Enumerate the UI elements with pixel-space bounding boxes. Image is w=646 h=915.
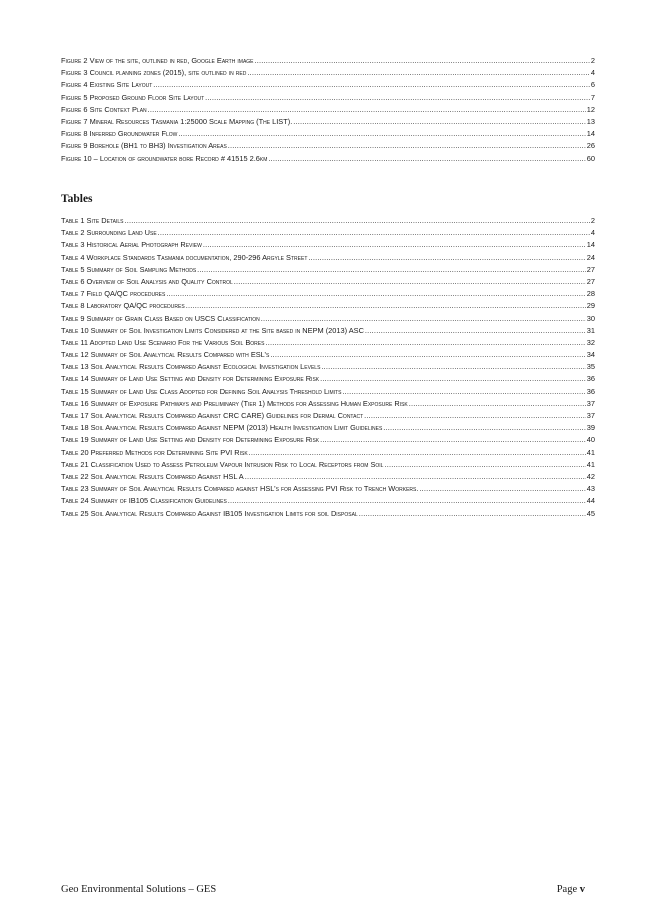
toc-table-entry[interactable]: [61, 252, 595, 264]
toc-table-entry-page-number: 37: [586, 398, 595, 408]
toc-table-entry-label: Table 11 Adopted Land Use Scenario For the Various Soil Bores: [61, 337, 265, 347]
dot-leader: [197, 264, 586, 276]
toc-table-entry-page-number: 29: [586, 301, 595, 311]
toc-table-entry-page-number: 34: [586, 350, 595, 360]
toc-figure-entry[interactable]: [61, 67, 595, 79]
dot-leader: [153, 79, 590, 91]
toc-table-entry[interactable]: [61, 239, 595, 251]
tables-heading: Tables: [61, 193, 93, 205]
toc-table-entry-label: Table 23 Summary of Soil Analytical Results Compared against HSL’s for Assessing PVI Risk to Trench Workers.: [61, 484, 419, 494]
toc-table-entry-page-number: 30: [586, 313, 595, 323]
dot-leader: [186, 300, 586, 312]
toc-table-entry[interactable]: [61, 398, 595, 410]
dot-leader: [268, 153, 585, 165]
dot-leader: [308, 252, 585, 264]
toc-table-entry-page-number: 24: [586, 252, 595, 262]
dot-leader: [265, 337, 585, 349]
toc-figure-entry-label: Figure 6 Site Context Plan: [61, 104, 147, 114]
toc-table-entry-page-number: 31: [586, 325, 595, 335]
footer-page: [557, 884, 585, 895]
toc-table-entry-page-number: 28: [586, 289, 595, 299]
toc-table-entry-label: Table 13 Soil Analytical Results Compared Against Ecological Investigation Levels: [61, 362, 321, 372]
toc-table-entry[interactable]: [61, 227, 595, 239]
dot-leader: [245, 471, 586, 483]
toc-table-entry[interactable]: [61, 300, 595, 312]
toc-table-entry[interactable]: [61, 361, 595, 373]
toc-table-entry-page-number: 39: [586, 423, 595, 433]
footer-company: Geo Environmental Solutions – GES: [61, 884, 217, 895]
toc-table-entry-label: Table 22 Soil Analytical Results Compared Against HSL A: [61, 471, 244, 481]
toc-table-entry[interactable]: [61, 288, 595, 300]
dot-leader: [293, 116, 586, 128]
toc-figure-entry[interactable]: [61, 140, 595, 152]
dot-leader: [383, 422, 585, 434]
footer-page-number: v: [579, 884, 585, 895]
toc-table-entry[interactable]: [61, 337, 595, 349]
toc-table-entry-label: Table 21 Classification Used to Assess Petroleum Vapour Intrusion Risk to Local Receptors from Soil: [61, 459, 384, 469]
dot-leader: [384, 459, 585, 471]
toc-table-entry[interactable]: [61, 459, 595, 471]
dot-leader: [203, 239, 586, 251]
toc-figure-entry-page-number: 4: [590, 68, 595, 78]
toc-table-entry-page-number: 4: [590, 228, 595, 238]
toc-table-entry-label: Table 20 Preferred Methods for Determining Site PVI Risk: [61, 447, 248, 457]
toc-table-entry-label: Table 6 Overview of Soil Analysis and Quality Control: [61, 276, 233, 286]
toc-table-entry-page-number: 41: [586, 447, 595, 457]
toc-figure-entry-page-number: 26: [586, 141, 595, 151]
toc-table-entry[interactable]: [61, 313, 595, 325]
toc-table-entry-page-number: 40: [586, 435, 595, 445]
toc-figure-entry[interactable]: [61, 104, 595, 116]
toc-table-entry-page-number: 14: [586, 240, 595, 250]
dot-leader: [270, 349, 585, 361]
toc-table-entry-page-number: 45: [586, 508, 595, 518]
toc-table-entry-label: Table 8 Laboratory QA/QC procedures: [61, 301, 185, 311]
dot-leader: [178, 128, 585, 140]
dot-leader: [158, 227, 590, 239]
toc-figure-entry-label: Figure 3 Council planning zones (2015), site outlined in red: [61, 68, 247, 78]
toc-figure-entry-label: Figure 8 Inferred Groundwater Flow: [61, 129, 178, 139]
list-of-tables: [61, 215, 595, 520]
toc-figure-entry-page-number: 7: [590, 92, 595, 102]
dot-leader: [166, 288, 585, 300]
toc-figure-entry-page-number: 60: [586, 153, 595, 163]
dot-leader: [249, 447, 586, 459]
toc-table-entry-label: Table 12 Summary of Soil Analytical Results Compared with ESL’s: [61, 350, 270, 360]
toc-figure-entry-label: Figure 7 Mineral Resources Tasmania 1:25000 Scale Mapping (The LIST).: [61, 116, 293, 126]
toc-table-entry-page-number: 35: [586, 362, 595, 372]
toc-table-entry-label: Table 4 Workplace Standards Tasmania documentation, 290-296 Argyle Street: [61, 252, 308, 262]
toc-table-entry[interactable]: [61, 422, 595, 434]
toc-figure-entry-label: Figure 5 Proposed Ground Floor Site Layout: [61, 92, 205, 102]
dot-leader: [261, 313, 586, 325]
dot-leader: [419, 483, 585, 495]
toc-table-entry[interactable]: [61, 434, 595, 446]
toc-table-entry[interactable]: [61, 508, 595, 520]
toc-table-entry[interactable]: [61, 410, 595, 422]
toc-table-entry[interactable]: [61, 373, 595, 385]
toc-table-entry-page-number: 44: [586, 496, 595, 506]
toc-table-entry[interactable]: [61, 495, 595, 507]
dot-leader: [234, 276, 586, 288]
toc-figure-entry-label: Figure 4 Existing Site Layout: [61, 80, 153, 90]
dot-leader: [359, 508, 586, 520]
toc-table-entry[interactable]: [61, 276, 595, 288]
toc-table-entry-page-number: 41: [586, 459, 595, 469]
dot-leader: [364, 410, 586, 422]
list-of-figures: [61, 55, 595, 165]
toc-table-entry-page-number: 42: [586, 471, 595, 481]
toc-table-entry[interactable]: [61, 215, 595, 227]
toc-table-entry-page-number: 36: [586, 374, 595, 384]
toc-table-entry-label: Table 15 Summary of Land Use Class Adopted for Defining Soil Analysis Threshold Limits: [61, 386, 342, 396]
toc-table-entry[interactable]: [61, 264, 595, 276]
toc-table-entry-label: Table 17 Soil Analytical Results Compared Against CRC CARE) Guidelines for Dermal Contact: [61, 411, 364, 420]
toc-figure-entry[interactable]: [61, 153, 595, 165]
toc-table-entry-label: Table 25 Soil Analytical Results Compared Against IB105 Investigation Limits for soil Disposal: [61, 508, 358, 518]
toc-table-entry-page-number: 36: [586, 386, 595, 396]
toc-table-entry[interactable]: [61, 349, 595, 361]
toc-figure-entry[interactable]: [61, 128, 595, 140]
toc-table-entry-page-number: 32: [586, 337, 595, 347]
toc-figure-entry[interactable]: [61, 116, 595, 128]
toc-figure-entry-label: Figure 2 View of the site, outlined in red, Google Earth image: [61, 56, 254, 65]
dot-leader: [247, 67, 590, 79]
toc-figure-entry-page-number: 2: [590, 56, 595, 65]
toc-table-entry-label: Table 24 Summary of IB105 Classification Guidelines: [61, 496, 227, 506]
toc-figure-entry[interactable]: [61, 79, 595, 91]
toc-table-entry-label: Table 18 Soil Analytical Results Compared Against NEPM (2013) Health Investigation Limit Guidelines: [61, 423, 383, 433]
toc-table-entry-page-number: 27: [586, 264, 595, 274]
toc-table-entry-label: Table 3 Historical Aerial Photograph Review: [61, 240, 202, 250]
toc-figure-entry-page-number: 12: [586, 104, 595, 114]
toc-table-entry-label: Table 2 Surrounding Land Use: [61, 228, 157, 238]
toc-figure-entry-page-number: 13: [586, 116, 595, 126]
toc-table-entry[interactable]: [61, 483, 595, 495]
dot-leader: [124, 215, 589, 227]
dot-leader: [228, 495, 586, 507]
dot-leader: [205, 92, 590, 104]
toc-table-entry-page-number: 27: [586, 276, 595, 286]
toc-table-entry[interactable]: [61, 471, 595, 483]
dot-leader: [148, 104, 586, 116]
footer-page-label: Page: [556, 884, 578, 895]
toc-table-entry[interactable]: [61, 325, 595, 337]
toc-table-entry-label: Table 7 Field QA/QC procedures: [61, 289, 166, 299]
toc-table-entry-label: Table 1 Site Details: [61, 216, 124, 225]
dot-leader: [409, 398, 586, 410]
toc-figure-entry[interactable]: [61, 55, 595, 67]
toc-figure-entry-page-number: 14: [586, 129, 595, 139]
toc-table-entry-label: Table 10 Summary of Soil Investigation Limits Considered at the Site based in NEPM (2013) ASC: [61, 325, 364, 335]
toc-table-entry-label: Table 19 Summary of Land Use Setting and Density for Determining Exposure Risk: [61, 435, 320, 445]
toc-figure-entry[interactable]: [61, 92, 595, 104]
toc-figure-entry-label: Figure 9 Borehole (BH1 to BH3) Investigation Areas: [61, 141, 227, 151]
toc-table-entry-label: Table 5 Summary of Soil Sampling Methods: [61, 264, 197, 274]
dot-leader: [321, 361, 585, 373]
toc-table-entry-page-number: 37: [586, 411, 595, 420]
toc-table-entry-label: Table 14 Summary of Land Use Setting and Density for Determining Exposure Risk: [61, 374, 320, 384]
dot-leader: [365, 325, 586, 337]
dot-leader: [342, 386, 585, 398]
toc-table-entry-label: Table 9 Summary of Grain Class Based on USCS Classification: [61, 313, 260, 323]
dot-leader: [228, 140, 586, 152]
toc-table-entry[interactable]: [61, 386, 595, 398]
toc-table-entry-label: Table 16 Summary of Exposure Pathways and Preliminary (Tier 1) Methods for Assessing Human Exposure Risk: [61, 398, 408, 408]
toc-table-entry-page-number: 43: [586, 484, 595, 494]
dot-leader: [320, 373, 586, 385]
dot-leader: [320, 434, 586, 446]
toc-figure-entry-page-number: 6: [590, 80, 595, 90]
toc-figure-entry-label: Figure 10 – Location of groundwater bore Record # 41515 2.6km: [61, 153, 268, 163]
toc-table-entry[interactable]: [61, 447, 595, 459]
dot-leader: [255, 55, 590, 67]
toc-table-entry-page-number: 2: [590, 216, 595, 225]
